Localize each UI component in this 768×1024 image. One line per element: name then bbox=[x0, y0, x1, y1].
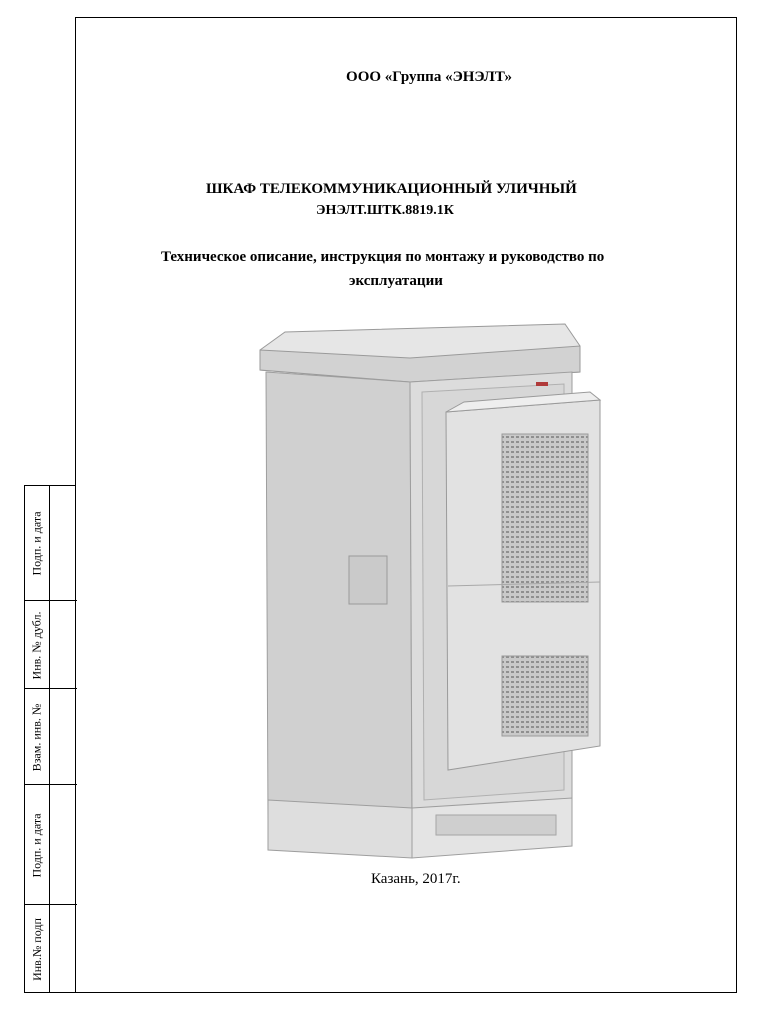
stamp-value-cell-2 bbox=[49, 601, 77, 689]
stamp-label-4: Подп. и дата bbox=[29, 812, 44, 878]
doc-code: ЭНЭЛТ.ШТК.8819.1К bbox=[316, 203, 454, 218]
stamp-label-2: Инв. № дубл. bbox=[29, 611, 44, 679]
cabinet-side bbox=[266, 372, 412, 830]
stamp-label-5: Инв.№ подп bbox=[29, 918, 44, 981]
stamp-value-cell-4 bbox=[49, 785, 77, 905]
upper-vent-grille bbox=[502, 434, 588, 602]
place-and-year: Казань, 2017г. bbox=[371, 871, 461, 887]
stamp-label-3: Взам. инв. № bbox=[29, 703, 44, 771]
cabinet-side-hatch bbox=[349, 556, 387, 604]
cabinet-image bbox=[240, 310, 620, 870]
doc-subtitle-line2: эксплуатации bbox=[349, 273, 443, 289]
stamp-value-cell-1 bbox=[49, 486, 77, 601]
stamp-value-cell-3 bbox=[49, 689, 77, 785]
doc-title: ШКАФ ТЕЛЕКОММУНИКАЦИОННЫЙ УЛИЧНЫЙ bbox=[206, 181, 577, 197]
side-stamp-table bbox=[24, 485, 76, 993]
stamp-label-1: Подп. и дата bbox=[29, 511, 44, 576]
doc-subtitle-line1: Техническое описание, инструкция по монтажу и руководство по bbox=[161, 249, 605, 265]
cabinet-base bbox=[268, 800, 412, 858]
company-name: ООО «Группа «ЭНЭЛТ» bbox=[346, 69, 512, 85]
stamp-value-cell-5 bbox=[49, 905, 77, 994]
lower-vent-grille bbox=[502, 656, 588, 736]
